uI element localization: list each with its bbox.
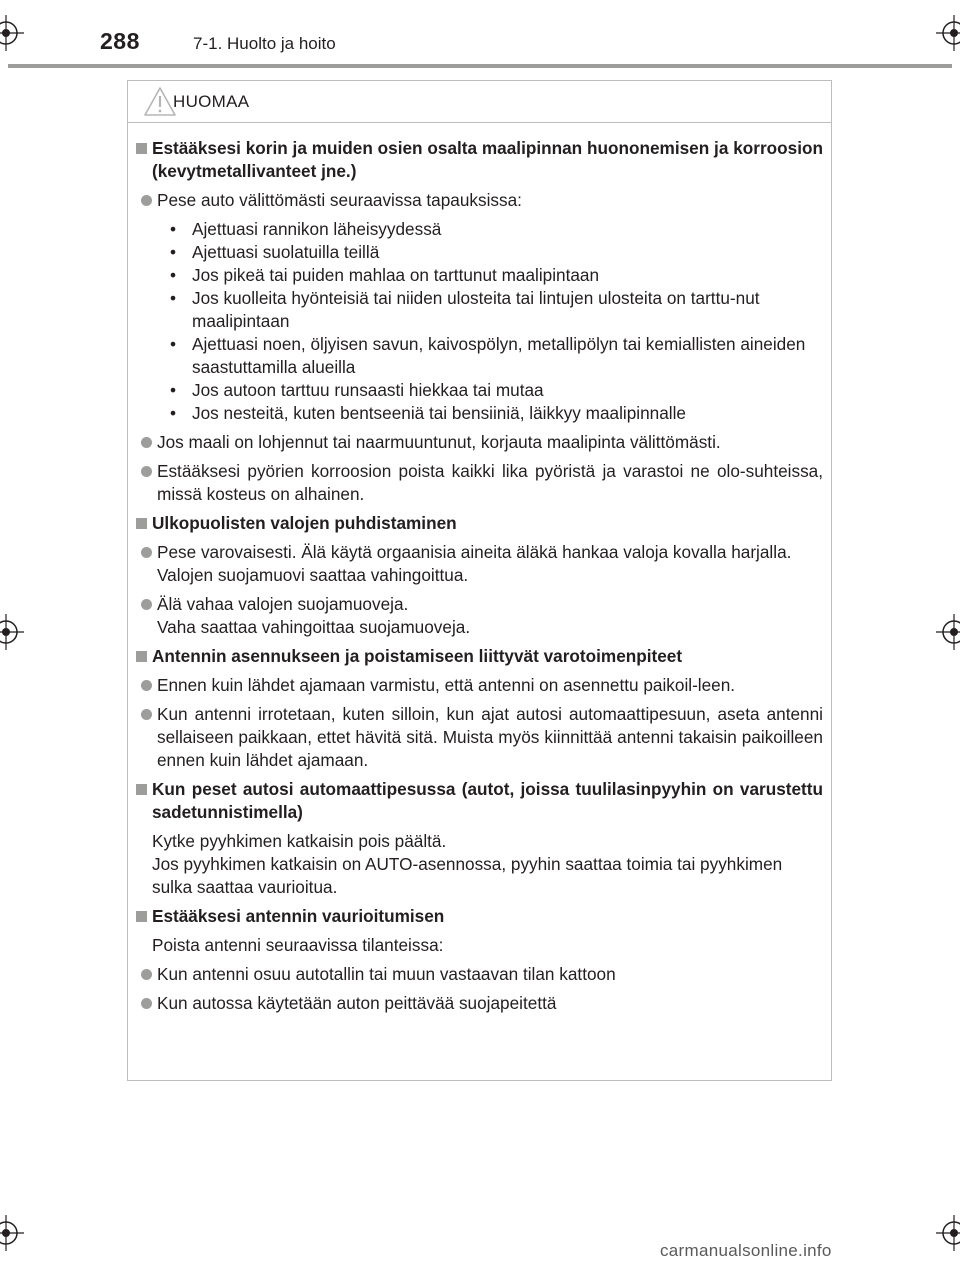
- section-heading-text: Ulkopuolisten valojen puhdistaminen: [152, 513, 457, 533]
- sub-list-text: Ajettuasi rannikon läheisyydessä: [192, 219, 442, 239]
- sub-list-text: Jos nesteitä, kuten bentseeniä tai bensiiniä, läikkyy maalipinnalle: [192, 403, 686, 423]
- dot-marker-icon: •: [170, 403, 177, 423]
- bullet-item: [136, 541, 823, 587]
- sub-list: [136, 218, 823, 425]
- header-divider: [8, 64, 952, 68]
- registration-mark-icon: [0, 1215, 24, 1251]
- sub-list-text: Jos kuolleita hyönteisiä tai niiden ulosteita tai lintujen ulosteita on tarttu-nut maalipintaan: [192, 288, 760, 331]
- registration-mark-icon: [936, 614, 960, 650]
- bullet-item: [136, 674, 823, 697]
- registration-mark-icon: [0, 15, 24, 51]
- paragraph-line: Poista antenni seuraavissa tilanteissa:: [152, 935, 444, 955]
- bullet-item: [136, 992, 823, 1015]
- bullet-item: [136, 431, 823, 454]
- square-bullet-icon: [136, 518, 147, 529]
- section-heading-text: Estääksesi korin ja muiden osien osalta maalipinnan huononemisen ja korroosion (kevytmetallivanteet jne.): [152, 138, 823, 181]
- bullet-item: [136, 703, 823, 772]
- dot-marker-icon: •: [170, 380, 177, 400]
- sub-list-item: [170, 333, 823, 379]
- sub-list-item: [170, 379, 823, 402]
- sub-list-item: [170, 241, 823, 264]
- bullet-text: Pese auto välittömästi seuraavissa tapauksissa:: [157, 190, 522, 210]
- bullet-text: Ennen kuin lähdet ajamaan varmistu, että antenni on asennettu paikoil-leen.: [157, 675, 736, 695]
- sub-list-text: Ajettuasi suolatuilla teillä: [192, 242, 380, 262]
- circle-bullet-icon: [141, 998, 152, 1009]
- paragraph-line: Jos pyyhkimen katkaisin on AUTO-asennossa, pyyhin saattaa toimia tai pyyhkimen sulka saattaa vaurioitua.: [152, 854, 783, 897]
- dot-marker-icon: •: [170, 334, 177, 354]
- section-heading: [136, 645, 823, 668]
- caution-label: HUOMAA: [173, 92, 250, 111]
- square-bullet-icon: [136, 911, 147, 922]
- square-bullet-icon: [136, 651, 147, 662]
- page-number: 288: [100, 28, 140, 54]
- section-heading-text: Estääksesi antennin vaurioitumisen: [152, 906, 445, 926]
- sub-list-item: [170, 402, 823, 425]
- paragraph: [136, 934, 823, 957]
- sub-list-item: [170, 287, 823, 333]
- section-title: 7-1. Huolto ja hoito: [193, 34, 336, 53]
- sub-list-text: Jos autoon tarttuu runsaasti hiekkaa tai mutaa: [192, 380, 544, 400]
- bullet-line: Pese varovaisesti. Älä käytä orgaanisia aineita äläkä hankaa valoja kovalla harjalla.: [157, 542, 792, 562]
- bullet-line: Vaha saattaa vahingoittaa suojamuoveja.: [157, 617, 471, 637]
- section-heading: [136, 778, 823, 824]
- section-heading-text: Antennin asennukseen ja poistamiseen liittyvät varotoimenpiteet: [152, 646, 683, 666]
- bullet-item: [136, 460, 823, 506]
- bullet-text: Kun antenni osuu autotallin tai muun vastaavan tilan kattoon: [157, 964, 616, 984]
- section-heading: [136, 512, 823, 535]
- circle-bullet-icon: [141, 466, 152, 477]
- square-bullet-icon: [136, 143, 147, 154]
- square-bullet-icon: [136, 784, 147, 795]
- sub-list-text: Jos pikeä tai puiden mahlaa on tarttunut maalipintaan: [192, 265, 600, 285]
- registration-mark-icon: [0, 614, 24, 650]
- circle-bullet-icon: [141, 709, 152, 720]
- paragraph: [136, 830, 823, 899]
- circle-bullet-icon: [141, 437, 152, 448]
- dot-marker-icon: •: [170, 242, 177, 262]
- registration-mark-icon: [936, 15, 960, 51]
- dot-marker-icon: •: [170, 265, 177, 285]
- circle-bullet-icon: [141, 680, 152, 691]
- bullet-text: Kun antenni irrotetaan, kuten silloin, kun ajat autosi automaattipesuun, aseta antenni sellaiseen paikkaan, ettet hävitä sitä. Muista myös kiinnittää antenni takaisin paikoilleen ennen kuin lähdet ajamaan.: [157, 704, 823, 770]
- bullet-text: Estääksesi pyörien korroosion poista kaikki lika pyöristä ja varastoi ne olo-suhteissa, missä kosteus on alhainen.: [157, 461, 823, 504]
- bullet-line: Älä vahaa valojen suojamuoveja.: [157, 594, 409, 614]
- sub-list-text: Ajettuasi noen, öljyisen savun, kaivospölyn, metallipölyn tai kemiallisten aineiden saastuttamilla alueilla: [192, 334, 806, 377]
- circle-bullet-icon: [141, 599, 152, 610]
- dot-marker-icon: •: [170, 219, 177, 239]
- circle-bullet-icon: [141, 547, 152, 558]
- watermark: carmanualsonline.info: [660, 1241, 832, 1260]
- bullet-item: [136, 593, 823, 639]
- bullet-item: [136, 963, 823, 986]
- bullet-text: [157, 593, 823, 639]
- bullet-text: [157, 541, 823, 587]
- registration-mark-icon: [936, 1215, 960, 1251]
- circle-bullet-icon: [141, 195, 152, 206]
- section-heading-text: Kun peset autosi automaattipesussa (autot, joissa tuulilasinpyyhin on varustettu sadetunnistimella): [152, 779, 823, 822]
- warning-triangle-icon: [143, 86, 177, 117]
- bullet-text: Jos maali on lohjennut tai naarmuuntunut, korjauta maalipinta välittömästi.: [157, 432, 721, 452]
- circle-bullet-icon: [141, 969, 152, 980]
- bullet-item: [136, 189, 823, 212]
- paragraph-line: Kytke pyyhkimen katkaisin pois päältä.: [152, 831, 447, 851]
- section-heading: [136, 137, 823, 183]
- caution-box: [127, 80, 832, 1081]
- bullet-line: Valojen suojamuovi saattaa vahingoittua.: [157, 565, 469, 585]
- section-heading: [136, 905, 823, 928]
- sub-list-item: [170, 218, 823, 241]
- caution-header: [128, 81, 831, 123]
- caution-content: [128, 123, 831, 1015]
- dot-marker-icon: •: [170, 288, 177, 308]
- bullet-text: Kun autossa käytetään auton peittävää suojapeitettä: [157, 993, 557, 1013]
- sub-list-item: [170, 264, 823, 287]
